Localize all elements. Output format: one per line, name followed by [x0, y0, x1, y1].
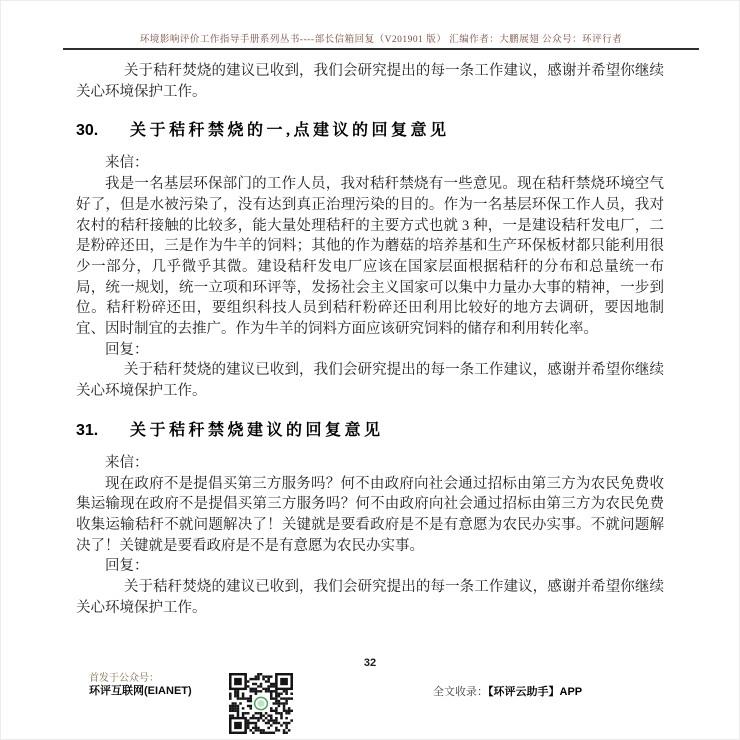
publisher-line2: 环评互联网(EIANET): [89, 685, 192, 697]
section-31-reply-label: 回复：: [105, 558, 149, 575]
publisher-line1: 首发于公众号：: [89, 673, 159, 684]
section-31-letter-label: 来信：: [105, 454, 149, 471]
section-31-reply-text: 关于秸秆焚烧的建议已收到，我们会研究提出的每一条工作建议，感谢并希望你继续关心环境保护工作。: [76, 579, 664, 616]
collection-info: [433, 683, 582, 699]
section-30-reply-label: 回复：: [105, 341, 149, 358]
publisher-info: [89, 672, 192, 698]
section-30-title: 关于秸秆禁烧的一,点建议的回复意见: [130, 122, 450, 140]
section-30-heading: [76, 117, 664, 140]
section-31-title: 关于秸秆禁烧建议的回复意见: [130, 421, 384, 439]
page-number: 32: [363, 657, 377, 669]
qr-code-icon: [229, 673, 293, 734]
collection-app-name: 【环评云助手】APP: [488, 686, 583, 698]
section-30-reply-text: 关于秸秆焚烧的建议已收到，我们会研究提出的每一条工作建议，感谢并希望你继续关心环境保护工作。: [76, 362, 664, 400]
section-31-heading: [76, 417, 664, 440]
section-30-letter-text: 我是一名基层环保部门的工作人员，我对秸秆禁烧有一些意见。现在秸秆禁烧环境空气好了，但是水被污染了，没有达到真正治理污染的目的。作为一名基层环保工作人员，我对农村的秸秆接触的比较多，能大量处理秸秆的主要方式也就 3 种，一是建设秸秆发电厂，二是粉碎还田，三是作为牛羊的饲料；其他的作为蘑菇的培养基和生产环保板材都只能利用很少一部分，几乎微乎其微。建设秸秆发电厂应该在国家层面根据秸秆的分布和总量统一布局，统一规划，统一立项和环评等，发扬社会主义国家可以集中力量办大事的精神，一步到位。秸秆粉碎还田，要组织科技人员到秸秆粉碎还田利用比较好的地方去调研，要因地制宜、因时制宜的去推广。作为牛羊的饲料方面应该研究饲料的储存和利用转化率。: [76, 176, 664, 338]
section-31-letter-text: 现在政府不是提倡买第三方服务吗？何不由政府向社会通过招标由第三方为农民免费收集运输现在政府不是提倡买第三方服务吗？何不由政府向社会通过招标由第三方为农民免费收集运输秸秆不就问题解决了！关键就是要看政府是不是有意愿为农民办实事。不就问题解决了！关键就是要看政府是不是有意愿为农民办实事。: [76, 475, 664, 554]
header-title-text: 环境影响评价工作指导手册系列丛书----部长信箱回复（V201901 版） 汇编作者：大鹏展翅 公众号：环评行者: [139, 35, 623, 45]
section-31-number: 31.: [76, 421, 99, 439]
page-header: [63, 31, 699, 50]
page-content: [76, 61, 664, 618]
section-30-letter-label: 来信：: [105, 155, 149, 172]
intro-reply-paragraph: 关于秸秆焚烧的建议已收到，我们会研究提出的每一条工作建议，感谢并希望你继续关心环境保护工作。: [76, 63, 664, 100]
section-30-number: 30.: [76, 122, 99, 140]
collection-prefix: 全文收录：: [433, 686, 488, 698]
